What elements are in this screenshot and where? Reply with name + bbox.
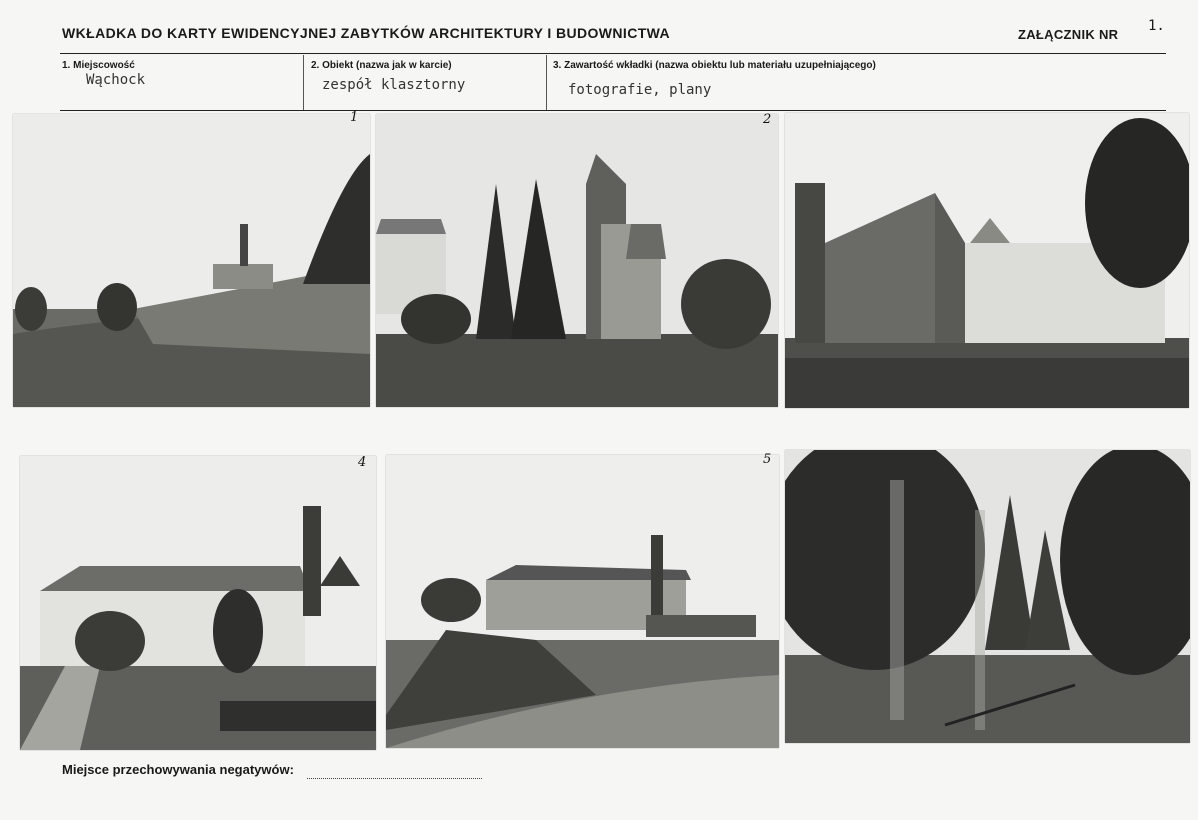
fields-rule — [60, 110, 1166, 111]
field-value-locality: Wąchock — [86, 72, 146, 88]
field-label-object: 2. Obiekt (nazwa jak w karcie) — [311, 60, 452, 71]
field-divider — [546, 55, 547, 110]
photo-2-church-behind-trees — [376, 114, 778, 407]
annex-label: ZAŁĄCZNIK NR — [1018, 27, 1119, 42]
field-label-contents: 3. Zawartość wkładki (nazwa obiektu lub materiału uzupełniającego) — [553, 60, 876, 71]
negatives-storage-label: Miejsce przechowywania negatywów: — [62, 762, 294, 777]
photo-number-2: 2 — [763, 112, 772, 127]
header-rule — [60, 53, 1166, 54]
card-title: WKŁADKA DO KARTY EWIDENCYJNEJ ZABYTKÓW ARCHITEKTURY I BUDOWNICTWA — [62, 25, 671, 41]
negatives-storage-line — [307, 778, 482, 779]
photo-number-1: 1 — [350, 110, 359, 125]
field-value-object: zespół klasztorny — [322, 77, 466, 93]
sheet-number: 1. — [1148, 18, 1165, 34]
photo-6-trees-and-meadow — [785, 450, 1190, 743]
field-divider — [303, 55, 304, 110]
photo-5-complex-with-rubble — [386, 455, 779, 748]
field-label-locality: 1. Miejscowość — [62, 60, 135, 71]
photo-3-church-and-monastery — [785, 113, 1189, 408]
field-value-contents: fotografie, plany — [568, 82, 712, 98]
photo-number-5: 5 — [763, 452, 772, 467]
photo-1-wall-and-tower — [13, 114, 370, 407]
photo-number-4: 4 — [358, 455, 367, 470]
photo-4-monastery-building — [20, 456, 376, 750]
